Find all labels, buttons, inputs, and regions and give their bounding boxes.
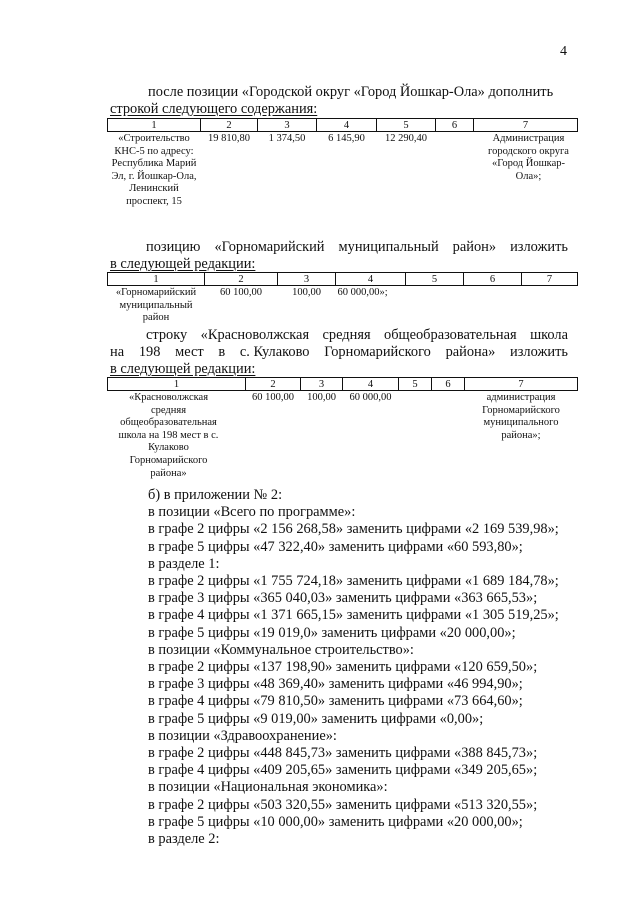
list-item: в графе 3 цифры «48 369,40» заменить цифрами «46 994,90»; — [148, 676, 523, 693]
list-item: в графе 2 цифры «448 845,73» заменить цифрами «388 845,73»; — [148, 745, 538, 762]
list-item: в графе 5 цифры «10 000,00» заменить цифрами «20 000,00»; — [148, 813, 523, 830]
table-1-header-row — [108, 119, 578, 132]
list-item: в графе 4 цифры «1 371 665,15» заменить цифрами «1 305 519,25»; — [148, 607, 559, 624]
paragraph-3-line-3-text: в следующей редакции: — [110, 361, 256, 377]
table-1-cell-6 — [436, 132, 474, 209]
table-1-cell-5: 12 290,40 — [385, 133, 427, 144]
paragraph-2-line-2-text: в следующей редакции: — [110, 256, 256, 272]
p3-l2-word-3: мест — [175, 344, 204, 360]
table-3-row — [108, 391, 578, 481]
list-item: б) в приложении № 2: — [148, 487, 283, 503]
intro-line-2-text: строкой следующего содержания: — [110, 101, 318, 117]
table-2-cell-3: 100,00 — [292, 287, 321, 298]
table-3-name-cell: «Красноволжская средняя общеобразовательная школа на 198 мест в с. Кулаково Горномарийского района» — [118, 392, 219, 479]
list-item: в позиции «Коммунальное строительство»: — [148, 641, 414, 658]
paragraph-3 — [110, 327, 568, 378]
list-item: в позиции «Здравоохранение»: — [148, 727, 337, 744]
list-item: в графе 2 цифры «1 755 724,18» заменить цифрами «1 689 184,78»; — [148, 573, 559, 590]
table-1-header-4: 4 — [317, 119, 377, 132]
list-item: в графе 4 цифры «409 205,65» заменить цифрами «349 205,65»; — [148, 762, 538, 779]
table-2-cell-2: 60 100,00 — [220, 287, 262, 298]
p3-l2-word-6: Горномарийского — [324, 344, 431, 360]
table-3-header-1: 1 — [108, 378, 246, 391]
table-1-name-cell: «Строительство КНС-5 по адресу: Республика Марий Эл, г. Йошкар-Ола, Ленинский проспект, 15 — [111, 133, 197, 207]
list-item: в графе 2 цифры «137 198,90» заменить цифрами «120 659,50»; — [148, 659, 538, 676]
table-3-cell-7: администрация Горномарийского муниципального района»; — [482, 392, 560, 441]
intro-line-2 — [110, 101, 568, 118]
table-2-cell-7 — [522, 286, 578, 325]
table-2-header-5: 5 — [406, 273, 464, 286]
list-item: в графе 5 цифры «19 019,0» заменить цифрами «20 000,00»; — [148, 624, 516, 641]
table-2 — [107, 272, 578, 325]
table-2-header-7: 7 — [522, 273, 578, 286]
list-item: в графе 3 цифры «365 040,03» заменить цифрами «363 665,53»; — [148, 590, 538, 607]
paragraph-2 — [110, 239, 568, 273]
list-item: в разделе 1: — [148, 555, 220, 572]
p3-l2-word-7: района» — [445, 344, 496, 360]
page-number: 4 — [560, 44, 567, 59]
table-2-cell-4: 60 000,00»; — [337, 287, 388, 298]
table-2-header-6: 6 — [464, 273, 522, 286]
table-2-header-row — [108, 273, 578, 286]
table-2-row — [108, 286, 578, 325]
amendment-list — [148, 487, 588, 848]
table-3-header-5: 5 — [399, 378, 432, 391]
table-1-header-2: 2 — [201, 119, 258, 132]
paragraph-3-line-1 — [110, 327, 568, 344]
paragraph-2-line-1 — [110, 239, 568, 256]
table-2-header-3: 3 — [278, 273, 336, 286]
paragraph-3-line-3 — [110, 361, 568, 378]
table-2-header-1: 1 — [108, 273, 205, 286]
p2-word-4: район» — [452, 239, 497, 255]
table-2-cell-6 — [464, 286, 522, 325]
list-item: в позиции «Всего по программе»: — [148, 504, 356, 521]
table-1-header-5: 5 — [377, 119, 436, 132]
table-1-header-1: 1 — [108, 119, 201, 132]
table-3-header-row — [108, 378, 578, 391]
p2-word-3: муниципальный — [338, 239, 439, 255]
intro-paragraph — [110, 84, 568, 118]
table-3-header-3: 3 — [301, 378, 343, 391]
table-1-header-6: 6 — [436, 119, 474, 132]
list-item: в графе 4 цифры «79 810,50» заменить цифрами «73 664,60»; — [148, 693, 523, 710]
table-3-cell-4: 60 000,00 — [349, 392, 392, 403]
p2-word-5: изложить — [510, 239, 568, 255]
p3-l1-word-3: средняя — [322, 327, 371, 343]
p3-l2-word-4: в — [218, 344, 226, 360]
table-3 — [107, 377, 578, 480]
p2-word-2: «Горномарийский — [214, 239, 325, 255]
p3-l1-word-1: строку — [146, 327, 188, 343]
table-3-cell-2: 60 100,00 — [252, 392, 294, 403]
table-3-cell-3: 100,00 — [307, 392, 336, 403]
table-2-header-4: 4 — [336, 273, 406, 286]
table-1-cell-3: 1 374,50 — [268, 133, 306, 144]
p3-l1-word-2: «Красноволжская — [200, 327, 310, 343]
p3-l2-word-1: на — [110, 344, 125, 360]
table-1-header-7: 7 — [474, 119, 578, 132]
table-3-cell-5 — [399, 391, 432, 481]
table-1-cell-7: Администрация городского округа «Город Йошкар-Ола»; — [488, 133, 569, 182]
p3-l1-word-4: общеобразовательная — [384, 327, 517, 343]
table-1-cell-2: 19 810,80 — [208, 133, 250, 144]
table-3-header-2: 2 — [246, 378, 301, 391]
p3-l2-word-2: 198 — [138, 344, 161, 360]
p3-l2-word-8: изложить — [510, 344, 568, 360]
table-3-header-7: 7 — [465, 378, 578, 391]
table-2-cell-5 — [406, 286, 464, 325]
intro-line-1: после позиции «Городской округ «Город Йошкар-Ола» дополнить — [148, 84, 554, 100]
list-item: в позиции «Национальная экономика»: — [148, 779, 388, 796]
list-item: в графе 2 цифры «2 156 268,58» заменить цифрами «2 169 539,98»; — [148, 521, 559, 538]
p3-l2-word-5: с. Кулаково — [239, 344, 310, 360]
list-item: в графе 5 цифры «47 322,40» заменить цифрами «60 593,80»; — [148, 538, 523, 555]
table-2-header-2: 2 — [205, 273, 278, 286]
p2-word-1: позицию — [146, 239, 201, 255]
table-1-cell-4: 6 145,90 — [328, 133, 365, 144]
table-2-name-cell: «Горномарийский муниципальный район — [115, 287, 197, 324]
list-item: в графе 2 цифры «503 320,55» заменить цифрами «513 320,55»; — [148, 796, 538, 813]
table-3-header-6: 6 — [432, 378, 465, 391]
table-3-header-4: 4 — [343, 378, 399, 391]
table-1-row — [108, 132, 578, 209]
table-1-header-3: 3 — [258, 119, 317, 132]
table-1 — [107, 118, 578, 209]
list-item: в графе 5 цифры «9 019,00» заменить цифрами «0,00»; — [148, 710, 484, 727]
paragraph-3-line-2 — [110, 344, 568, 361]
p3-l1-word-5: школа — [530, 327, 568, 343]
list-item: в разделе 2: — [148, 831, 220, 848]
table-3-cell-6 — [432, 391, 465, 481]
paragraph-2-line-2 — [110, 256, 568, 273]
